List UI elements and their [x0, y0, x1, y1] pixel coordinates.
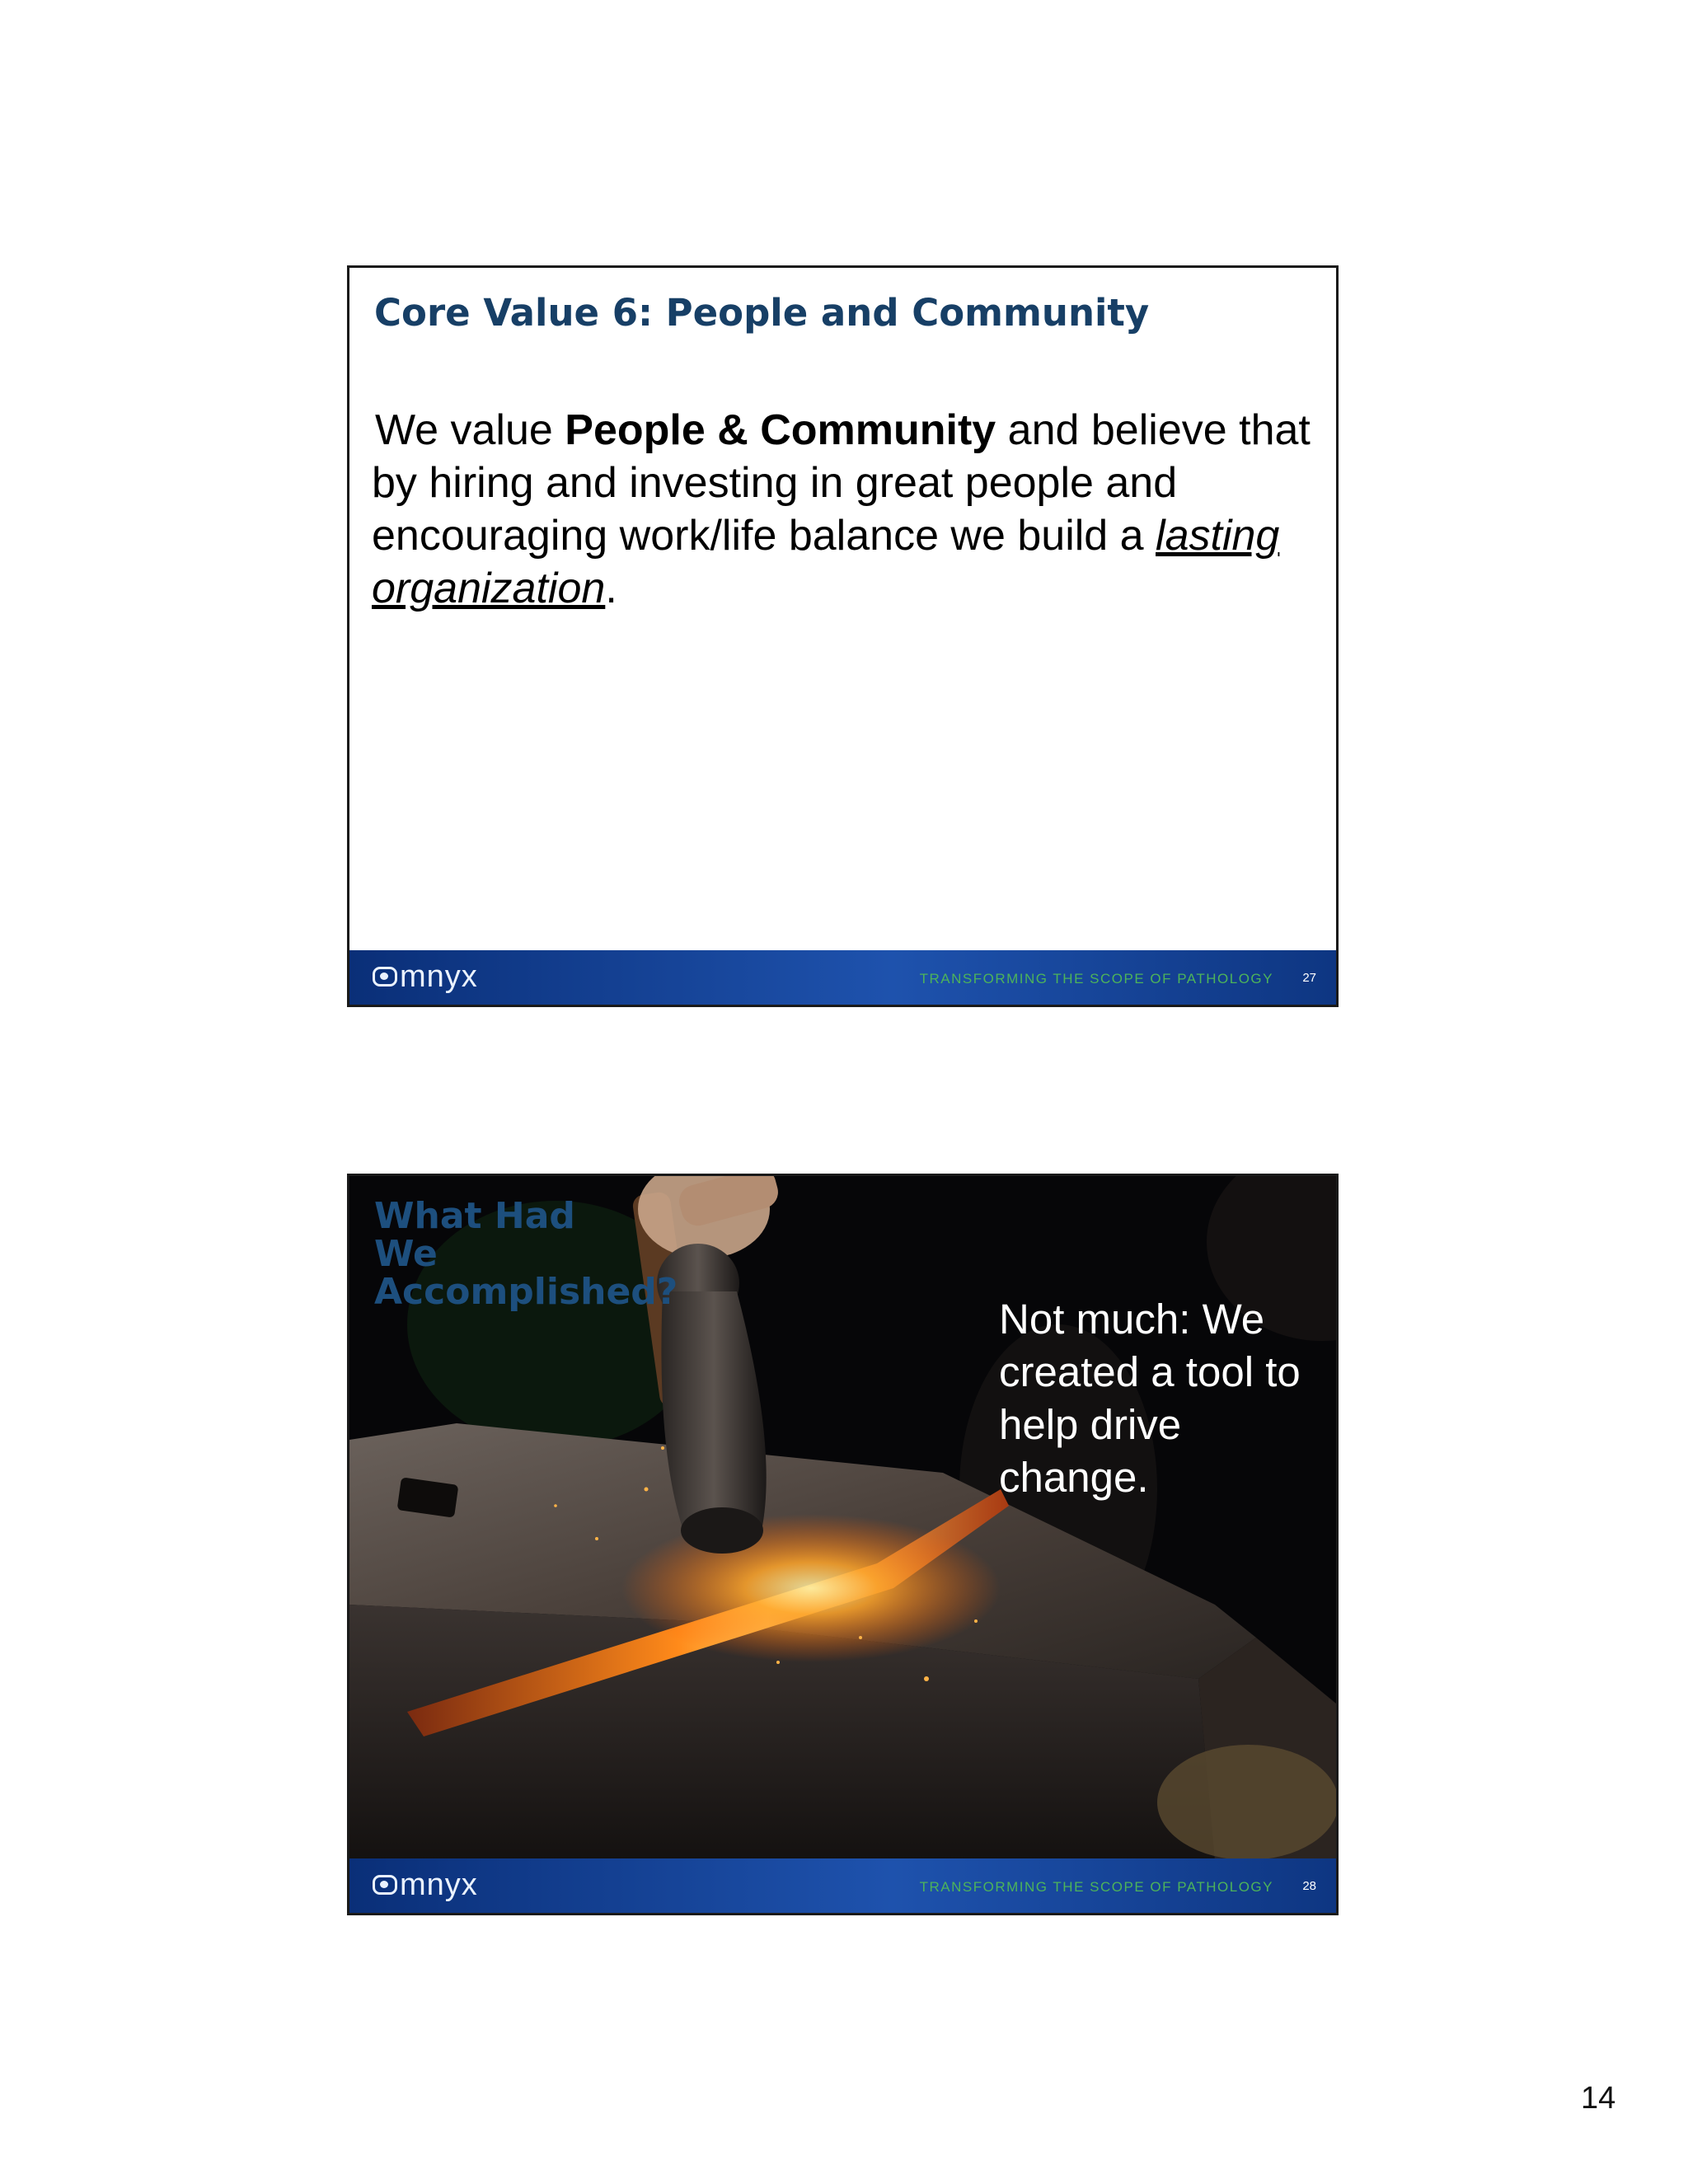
omnyx-logo: [373, 1867, 478, 1902]
omnyx-logo: [373, 958, 478, 994]
slide-caption: Not much: We created a tool to help drive change.: [999, 1296, 1301, 1501]
logo-text: mnyx: [400, 958, 478, 994]
body-emphasis: lasting organization: [372, 512, 1280, 612]
omnyx-logo-mark-icon: [373, 1875, 397, 1895]
body-middle: and believe that by hiring and investing in great people and encouraging work/life balance we build a: [372, 406, 1311, 560]
slide-27: [347, 265, 1339, 1007]
footer-tagline: TRANSFORMING THE SCOPE OF PATHOLOGY: [919, 971, 1273, 987]
slide-body-text: [372, 404, 1311, 615]
slide-title: Core Value 6: People and Community: [374, 291, 1150, 335]
body-bold-phrase: People & Community: [565, 406, 996, 454]
slide-footer: [349, 1858, 1336, 1913]
slide-number: 28: [1302, 1879, 1316, 1893]
slide-title: [374, 1197, 678, 1311]
footer-tagline: TRANSFORMING THE SCOPE OF PATHOLOGY: [919, 1879, 1273, 1895]
title-line: Accomplished?: [374, 1271, 678, 1313]
title-line: What Had: [374, 1195, 575, 1237]
slide-28: [347, 1174, 1339, 1915]
logo-text: mnyx: [400, 1867, 478, 1902]
omnyx-logo-mark-icon: [373, 967, 397, 987]
title-line: We: [374, 1233, 438, 1275]
body-intro: We value: [375, 406, 565, 454]
page-number: 14: [1581, 2081, 1616, 2116]
body-end: .: [605, 565, 617, 612]
slide-number: 27: [1302, 971, 1316, 985]
slide-footer: [349, 950, 1336, 1005]
